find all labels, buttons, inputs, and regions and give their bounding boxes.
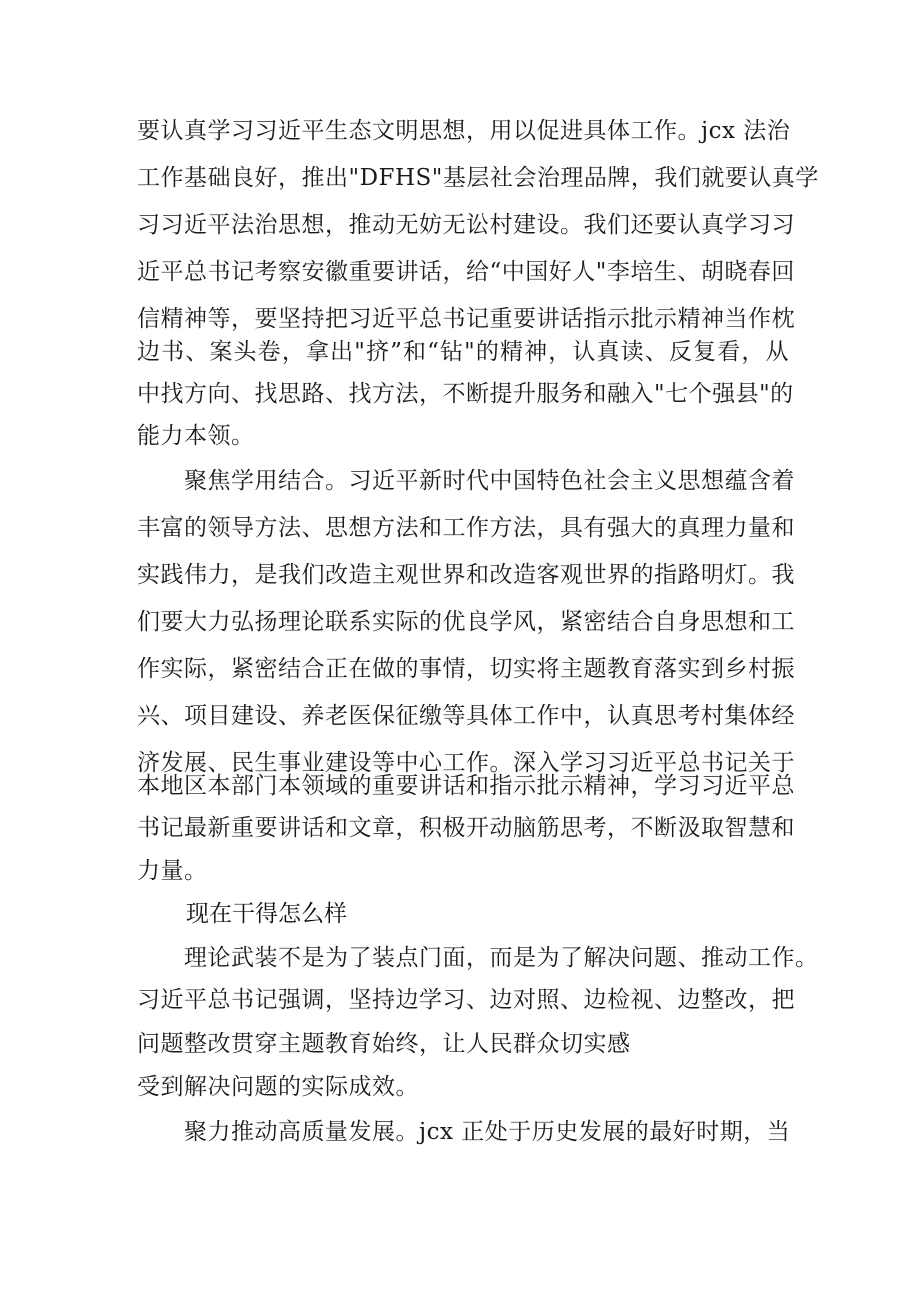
paragraph-2-line-3: 实践伟力，是我们改造主观世界和改造客观世界的指路明灯。我 xyxy=(137,562,795,588)
paragraph-3-line-4: 受到解决问题的实际成效。 xyxy=(137,1074,419,1100)
paragraph-1-line-5: 信精神等，要坚持把习近平总书记重要讲话指示批示精神当作枕 xyxy=(137,306,795,332)
paragraph-1-line-6: 边书、案头卷，拿出"挤”和“钻"的精神，认真读、反复看，从 xyxy=(137,339,789,365)
paragraph-1-line-8: 能力本领。 xyxy=(137,423,255,449)
paragraph-2-line-8: 本地区本部门本领域的重要讲话和指示批示精神，学习习近平总 xyxy=(137,773,795,799)
paragraph-2-line-4: 们要大力弘扬理论联系实际的优良学风，紧密结合自身思想和工 xyxy=(137,609,795,635)
paragraph-3-line-2: 习近平总书记强调，坚持边学习、边对照、边检视、边整改，把 xyxy=(137,987,795,1013)
paragraph-2-line-6: 兴、项目建设、养老医保征缴等具体工作中，认真思考村集体经 xyxy=(137,703,795,729)
paragraph-2-line-5: 作实际，紧密结合正在做的事情，切实将主题教育落实到乡村振 xyxy=(137,656,795,682)
paragraph-1-line-4: 近平总书记考察安徽重要讲话，给“中国好人"李培生、胡晓春回 xyxy=(137,259,795,285)
paragraph-2-line-9: 书记最新重要讲话和文章，积极开动脑筋思考，不断汲取智慧和 xyxy=(137,815,795,841)
paragraph-2-line-10: 力量。 xyxy=(137,858,208,884)
section-heading: 现在干得怎么样 xyxy=(186,901,347,927)
paragraph-1-line-1: 要认真学习习近平生态文明思想，用以促进具体工作。jcx 法治 xyxy=(137,118,791,144)
paragraph-2-line-2: 丰富的领导方法、思想方法和工作方法，具有强大的真理力量和 xyxy=(137,515,795,541)
paragraph-3-line-1: 理论武装不是为了装点门面，而是为了解决问题、推动工作。 xyxy=(184,945,819,971)
paragraph-4-line-1: 聚力推动高质量发展。jcx 正处于历史发展的最好时期，当 xyxy=(184,1119,791,1145)
paragraph-2-line-7: 济发展、民生事业建设等中心工作。深入学习习近平总书记关于 xyxy=(137,750,795,776)
paragraph-1-line-2: 工作基础良好，推出"DFHS"基层社会治理品牌，我们就要认真学 xyxy=(137,165,819,191)
paragraph-1-line-3: 习习近平法治思想，推动无妨无讼村建设。我们还要认真学习习 xyxy=(137,212,795,238)
paragraph-2-line-1: 聚焦学用结合。习近平新时代中国特色社会主义思想蕴含着 xyxy=(184,468,795,494)
paragraph-1-line-7: 中找方向、找思路、找方法，不断提升服务和融入"七个强县"的 xyxy=(137,381,794,407)
paragraph-3-line-3: 问题整改贯穿主题教育始终，让人民群众切实感 xyxy=(137,1031,631,1057)
